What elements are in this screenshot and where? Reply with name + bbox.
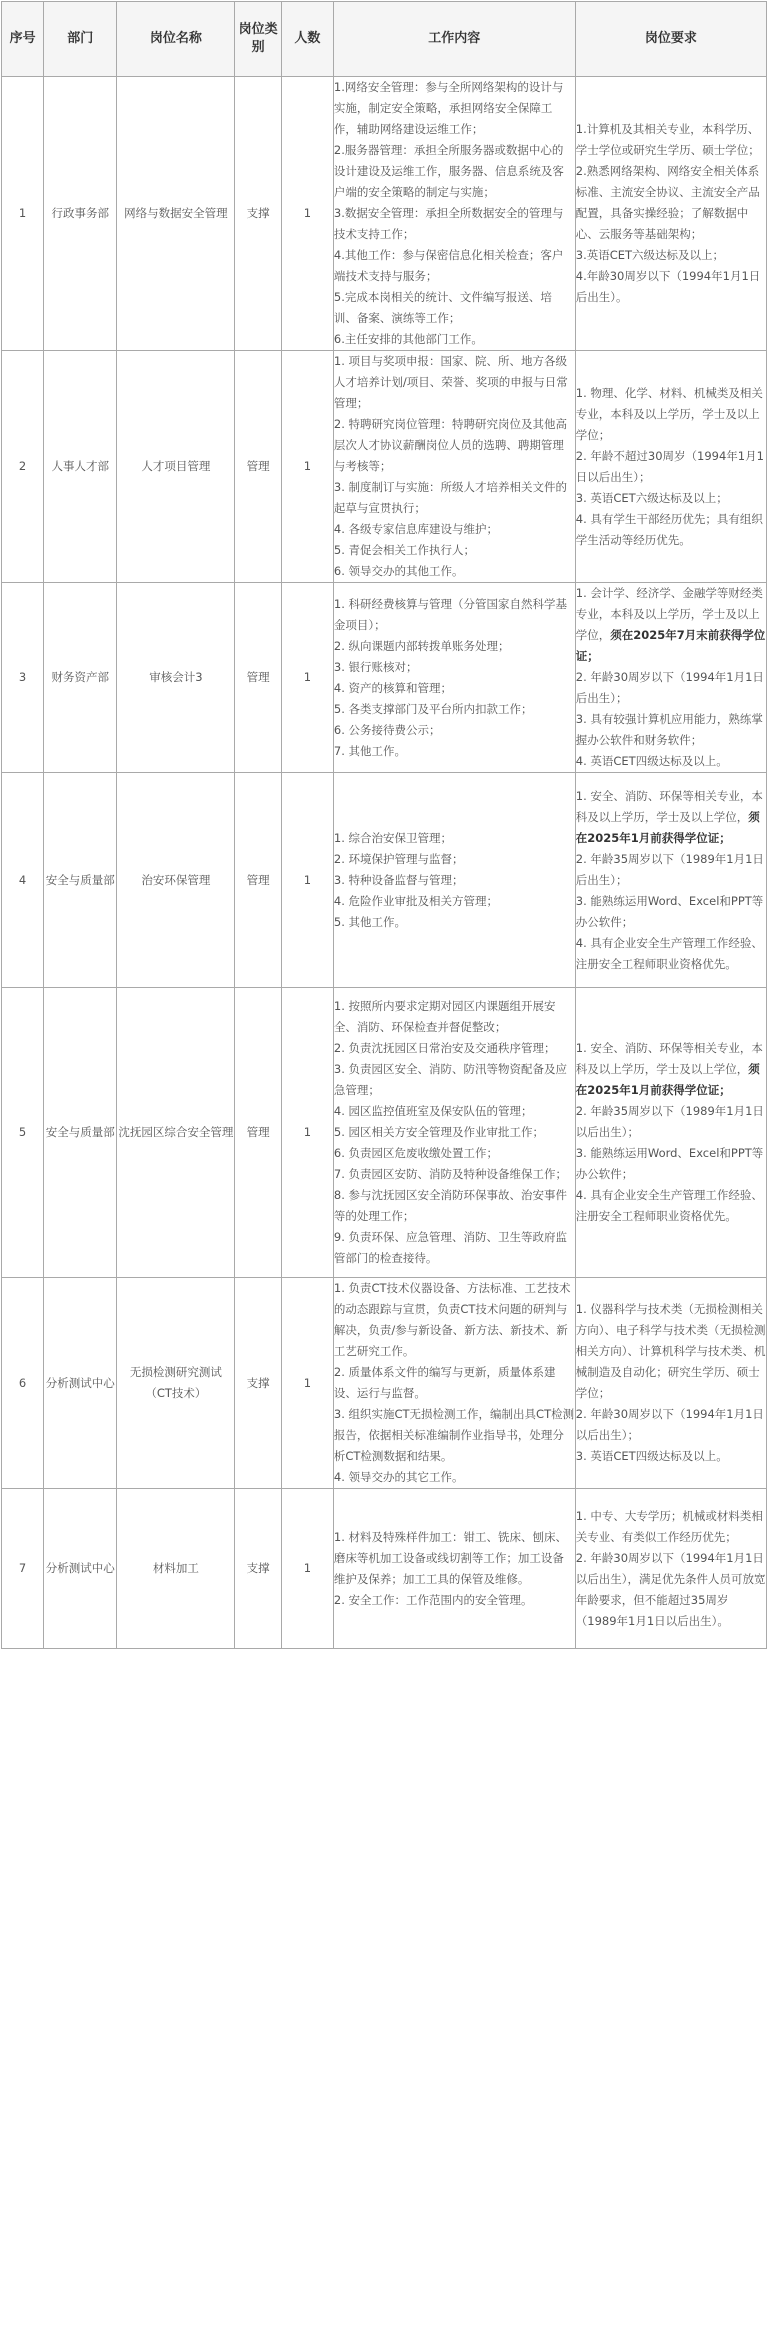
content-line: 7. 负责园区安防、消防及特种设备维保工作；: [333, 1167, 568, 1181]
content-line: 2. 环境保护管理与监督；: [333, 851, 464, 866]
row-requirements: [575, 77, 766, 351]
requirement-line: [576, 786, 766, 849]
table-header-row: [2, 2, 767, 77]
requirement-line: 1. 仪器科学与技术类（无损检测相关方向）、电子科学与技术类（无损检测相关方向）、计算机科学与技术类、机械制造及自动化；研究生学历、硕士学位；: [575, 1302, 766, 1400]
row-content: [333, 1278, 575, 1489]
content-line: 4. 园区监控值班室及保安队伍的管理；: [333, 1104, 533, 1118]
row-category: 管理: [235, 773, 281, 988]
requirement-line: 3. 英语CET四级达标及以上。: [575, 1449, 728, 1463]
content-line: 5. 其他工作。: [333, 914, 407, 929]
table-row: [2, 988, 767, 1278]
content-line: 2. 安全工作：工作范围内的安全管理。: [333, 1592, 533, 1607]
content-line: 3. 组织实施CT无损检测工作，编制出具CT检测报告，依据相关标准编制作业指导书，处理分析CT检测数据和结果。: [333, 1407, 575, 1463]
content-line: 6.主任安排的其他部门工作。: [333, 332, 483, 346]
row-no: 1: [2, 77, 44, 351]
content-line: 3. 特种设备监督与管理；: [333, 872, 464, 887]
row-dept: 人事人才部: [44, 351, 117, 583]
content-line: 5. 园区相关方安全管理及作业审批工作；: [333, 1125, 545, 1139]
requirement-line: 1.计算机及其相关专业，本科学历、学士学位或研究生学历、硕士学位；: [575, 122, 760, 157]
row-content: [333, 77, 575, 351]
requirement-line: 3.英语CET六级达标及以上；: [575, 248, 725, 262]
row-requirements: [575, 1278, 766, 1489]
row-count: 1: [281, 1489, 333, 1649]
row-requirements: [575, 773, 766, 988]
requirement-line: [576, 583, 766, 667]
requirement-line: 2. 年龄35周岁以下（1989年1月1日以后出生）；: [575, 1104, 764, 1139]
table-row: [2, 1489, 767, 1649]
header-no: 序号: [2, 2, 44, 77]
requirement-text: 1. 安全、消防、环保等相关专业，本科及以上学历，学士及以上学位，: [575, 1041, 763, 1076]
content-line: 1. 负责CT技术仪器设备、方法标准、工艺技术的动态跟踪与宣贯，负责CT技术问题的研判与解决，负责/参与新设备、新方法、新技术、新工艺研究工作。: [333, 1281, 571, 1358]
requirement-text: 1. 安全、消防、环保等相关专业，本科及以上学历，学士及以上学位，: [575, 788, 763, 824]
content-line: 4. 资产的核算和管理；: [333, 680, 453, 695]
row-count: 1: [281, 1278, 333, 1489]
header-dept: 部门: [44, 2, 117, 77]
content-line: 5.完成本岗相关的统计、文件编写报送、培训、备案、演练等工作；: [333, 290, 552, 325]
content-line: 3. 负责园区安全、消防、防汛等物资配备及应急管理；: [333, 1062, 568, 1097]
degree-deadline-note: 须在2025年1月前获得学位证；: [575, 1062, 760, 1097]
content-line: 4. 危险作业审批及相关方管理；: [333, 893, 499, 908]
header-title: 岗位名称: [117, 2, 235, 77]
row-category: 支撑: [235, 1278, 281, 1489]
degree-deadline-note: 须在2025年1月前获得学位证；: [575, 809, 760, 845]
content-line: 3.数据安全管理：承担全所数据安全的管理与技术支持工作；: [333, 206, 564, 241]
row-dept: 安全与质量部: [44, 773, 117, 988]
row-category: 支撑: [235, 1489, 281, 1649]
header-category: 岗位类别: [235, 2, 281, 77]
row-dept: 行政事务部: [44, 77, 117, 351]
content-line: 8. 参与沈抚园区安全消防环保事故、治安事件等的处理工作；: [333, 1188, 568, 1223]
requirement-line: 4. 具有学生干部经历优先；具有组织学生活动等经历优先。: [575, 511, 763, 547]
row-no: 7: [2, 1489, 44, 1649]
requirement-line: 3. 能熟练运用Word、Excel和PPT等办公软件；: [575, 893, 764, 929]
content-line: 1. 综合治安保卫管理；: [333, 830, 453, 845]
requirement-line: 2. 年龄30周岁以下（1994年1月1日以后出生），满足优先条件人员可放宽年龄要求，但不能超过35周岁（1989年1月1日以后出生）。: [575, 1550, 766, 1628]
content-line: 4. 领导交办的其它工作。: [333, 1470, 464, 1484]
row-content: [333, 583, 575, 773]
requirement-line: [576, 1038, 766, 1101]
content-line: 9. 负责环保、应急管理、消防、卫生等政府监管部门的检查接待。: [333, 1230, 568, 1265]
row-count: 1: [281, 773, 333, 988]
requirement-line: 4. 具有企业安全生产管理工作经验、注册安全工程师职业资格优先。: [575, 1188, 763, 1223]
requirement-line: 2. 年龄35周岁以下（1989年1月1日后出生）；: [575, 851, 764, 887]
row-no: 4: [2, 773, 44, 988]
row-content: [333, 773, 575, 988]
row-count: 1: [281, 988, 333, 1278]
content-line: 1. 科研经费核算与管理（分管国家自然科学基金项目）；: [333, 596, 568, 632]
requirement-text: 1. 会计学、经济学、金融学等财经类专业，本科及以上学历，学士及以上学位，: [575, 586, 763, 642]
row-title: 审核会计3: [117, 583, 235, 773]
row-count: 1: [281, 77, 333, 351]
table-row: [2, 351, 767, 583]
job-table: [1, 1, 767, 1649]
requirement-line: 4. 英语CET四级达标及以上。: [575, 754, 728, 768]
content-line: 1.网络安全管理：参与全所网络架构的设计与实施，制定安全策略，承担网络安全保障工作，辅助网络建设运维工作；: [333, 80, 564, 136]
row-category: 管理: [235, 583, 281, 773]
degree-deadline-note: 须在2025年7月末前获得学位证；: [575, 628, 766, 663]
requirement-line: 4. 具有企业安全生产管理工作经验、注册安全工程师职业资格优先。: [575, 935, 763, 971]
content-line: 2.服务器管理：承担全所服务器或数据中心的设计建设及运维工作，服务器、信息系统及客户端的安全策略的制定与实施；: [333, 143, 564, 199]
row-dept: 分析测试中心: [44, 1489, 117, 1649]
row-no: 6: [2, 1278, 44, 1489]
content-line: 2. 质量体系文件的编写与更新，质量体系建设、运行与监督。: [333, 1365, 556, 1400]
row-no: 5: [2, 988, 44, 1278]
row-title: 无损检测研究测试（CT技术）: [117, 1278, 235, 1489]
row-no: 3: [2, 583, 44, 773]
row-no: 2: [2, 351, 44, 583]
header-count: 人数: [281, 2, 333, 77]
content-line: 1. 按照所内要求定期对园区内课题组开展安全、消防、环保检查并督促整改；: [333, 999, 556, 1034]
content-line: 1. 材料及特殊样件加工：钳工、铣床、刨床、磨床等机加工设备或线切割等工作；加工设备维护及保养；加工工具的保管及维修。: [333, 1529, 568, 1586]
row-requirements: [575, 1489, 766, 1649]
content-line: 6. 领导交办的其他工作。: [333, 564, 464, 578]
row-title: 网络与数据安全管理: [117, 77, 235, 351]
row-dept: 安全与质量部: [44, 988, 117, 1278]
requirement-line: 3. 能熟练运用Word、Excel和PPT等办公软件；: [575, 1146, 764, 1181]
row-title: 人才项目管理: [117, 351, 235, 583]
table-row: [2, 583, 767, 773]
row-title: 治安环保管理: [117, 773, 235, 988]
table-row: [2, 1278, 767, 1489]
row-count: 1: [281, 583, 333, 773]
requirement-line: 4.年龄30周岁以下（1994年1月1日后出生）。: [575, 269, 761, 304]
row-requirements: [575, 988, 766, 1278]
content-line: 2. 纵向课题内部转拨单账务处理；: [333, 638, 510, 653]
content-line: 6. 负责园区危废收缴处置工作；: [333, 1146, 499, 1160]
content-line: 1. 项目与奖项申报：国家、院、所、地方各级人才培养计划/项目、荣誉、奖项的申报与日常管理；: [333, 354, 568, 410]
row-category: 支撑: [235, 77, 281, 351]
requirement-line: 2.熟悉网络架构、网络安全相关体系标准、主流安全协议、主流安全产品配置，具备实操经验；了解数据中心、云服务等基础架构；: [575, 164, 760, 241]
row-requirements: [575, 351, 766, 583]
content-line: 3. 制度制订与实施：所级人才培养相关文件的起草与宣贯执行；: [333, 480, 568, 515]
row-content: [333, 351, 575, 583]
header-requirements: 岗位要求: [575, 2, 766, 77]
requirement-line: 2. 年龄30周岁以下（1994年1月1日后出生）；: [575, 670, 764, 705]
content-line: 4.其他工作：参与保密信息化相关检查；客户端技术支持与服务；: [333, 248, 564, 283]
requirement-line: 2. 年龄30周岁以下（1994年1月1日以后出生）；: [575, 1407, 764, 1442]
row-dept: 财务资产部: [44, 583, 117, 773]
row-category: 管理: [235, 988, 281, 1278]
row-title: 材料加工: [117, 1489, 235, 1649]
content-line: 5. 青促会相关工作执行人；: [333, 543, 476, 557]
content-line: 4. 各级专家信息库建设与维护；: [333, 522, 499, 536]
row-content: [333, 988, 575, 1278]
requirement-line: 1. 物理、化学、材料、机械类及相关专业，本科及以上学历，学士及以上学位；: [575, 385, 763, 442]
row-requirements: [575, 583, 766, 773]
header-content: 工作内容: [333, 2, 575, 77]
requirement-line: 1. 中专、大专学历；机械或材料类相关专业、有类似工作经历优先；: [575, 1508, 763, 1544]
row-content: [333, 1489, 575, 1649]
requirement-line: 3. 英语CET六级达标及以上；: [575, 490, 728, 505]
content-line: 2. 负责沈抚园区日常治安及交通秩序管理；: [333, 1041, 556, 1055]
row-title: 沈抚园区综合安全管理: [117, 988, 235, 1278]
content-line: 2. 特聘研究岗位管理：特聘研究岗位及其他高层次人才协议薪酬岗位人员的选聘、聘期管理与考核等；: [333, 417, 568, 473]
row-dept: 分析测试中心: [44, 1278, 117, 1489]
content-line: 6. 公务接待费公示；: [333, 722, 441, 737]
row-count: 1: [281, 351, 333, 583]
requirement-line: 2. 年龄不超过30周岁（1994年1月1日以后出生）；: [575, 448, 764, 484]
table-row: [2, 773, 767, 988]
content-line: 3. 银行账核对；: [333, 659, 418, 674]
table-row: [2, 77, 767, 351]
content-line: 7. 其他工作。: [333, 743, 407, 758]
content-line: 5. 各类支撑部门及平台所内扣款工作；: [333, 701, 533, 716]
requirement-line: 3. 具有较强计算机应用能力，熟练掌握办公软件和财务软件；: [575, 712, 763, 747]
row-category: 管理: [235, 351, 281, 583]
